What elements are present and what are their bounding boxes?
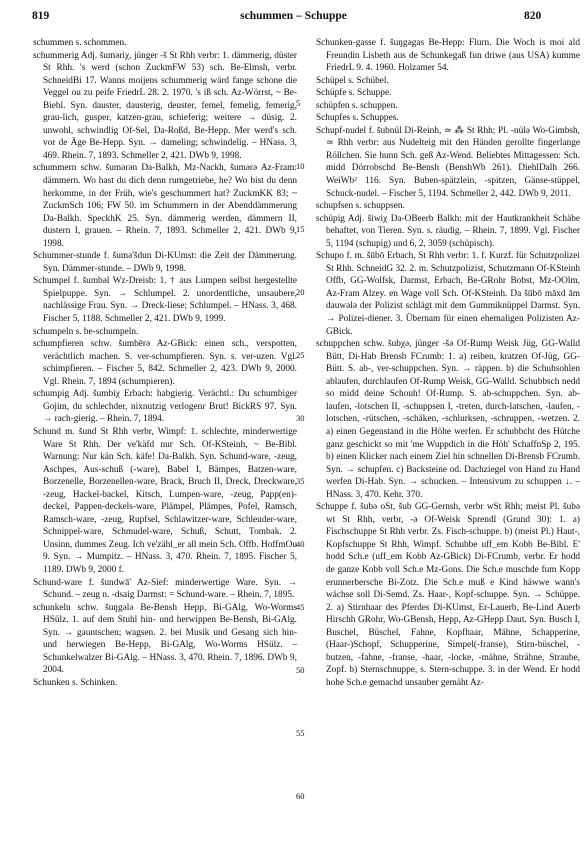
line-number: 60 xyxy=(296,791,305,801)
line-number: 30 xyxy=(296,413,305,423)
left-column xyxy=(33,37,297,845)
line-number: 50 xyxy=(296,665,305,675)
entry-schuepel: Schüpel s. Schübel. xyxy=(316,75,389,86)
line-number: 40 xyxy=(296,539,305,549)
line-number: 25 xyxy=(296,350,305,360)
entry-schund-ware: Schund-ware f. šundwā' Az-Sief: minderwertige Ware. Syn. → Schund. – zeug n. -dsaig Darmst: = Schund-ware. – Rhein. 7, 1895. xyxy=(33,577,297,601)
page-number-right: 820 xyxy=(524,10,542,22)
right-column xyxy=(316,37,580,845)
entry-schund: Schund m. šund St Rhh verbr, Wimpf: 1. schlechte, minderwertige Ware St Rhh. Der ve'käfd nur Sch. Of-KSteinh, ~ Be-Bibl. Warnung: Nur kän Sch. käfe! Da-Balkh. Syn. Schund-ware, -zeug, Aschpes, Aus-schuß (-ware), Babel I, Bämpes, Batzen-ware, Borzenelle, Borzenellen-ware, Brack, Bruch II, Dreck, Dreckware, -zeug, Hackel-backel, Kitsch, Lumpen-ware, -zeug, Papp(en)-deckel, Pappen-deckels-ware, Plämpel, Plämpes, Pofel, Ramsch, Ramsch-ware, -zeug, Rupfsel, Schlawitzer-ware, Schleuder-ware, Schnippel-ware, Schmudel-ware, Schuß, Schutt, Tombak. 2. Unsinn, dummes Zeug. Ich ve'zähl_er all mein Sch. Offb. HoffmOu 9. Syn. → Mumpitz. – HNass. 3, 470. Rhein. 7, 1895. Fischer 5, 1189. DWb 9, 2000 f. xyxy=(33,426,297,575)
entry-schupfes: Schupfes s. Schuppes. xyxy=(316,113,399,124)
entry-schummer-stunde: Schummer-stunde f. šumǝ'šdun Di-KUmst: die Zeit der Dämmerung. Syn. Dämmer-stunde. – DWb 9, 1998. xyxy=(33,251,297,274)
running-head: schummen – Schuppe xyxy=(240,10,347,22)
entry-schumpfieren: schumpfieren schw. šumbērǝ Az-GBick: einen sch., verspotten, verächtlich machen. S. ver-schumpfieren. Syn. s. ver-uzen. Vgl. schimpfieren. – Fischer 5, 842. Schmeller 2, 423. DWb 9, 2000. Vgl. Rhein. 7, 1894 (schumpieren). xyxy=(33,339,297,387)
entry-schunken: Schunken s. Schinken. xyxy=(33,677,118,688)
entry-schummen: schummen s. schommen. xyxy=(33,38,127,48)
entry-schummern: schummern schw. šumǝrǝn Da-Balkh, Mz-Nackh, šumǝrǝ Az-Fram: dämmern. Wo hast du dich denn rumgetriebe, he? Wo bist du denn herkomme, in der Früh, wie's geschummert hat? ZuckmKK 83; ~ ZuckmSch 106; FW 50. im Schummern in der Abenddämmerung Da-Balkh. SpeckhK 25. Syn. dämmerig werden, dämmern II, dustern I, grauen. – Rhein. 7, 1893. Schmeller 2, 421. DWb 9, 1998. xyxy=(33,163,297,249)
line-number: 35 xyxy=(296,476,305,486)
line-number: 20 xyxy=(296,287,305,297)
entry-schuepfen: schüpfen s. schuppen. xyxy=(316,100,398,111)
entry-schupfsen: schupfsen s. schuppsen. xyxy=(316,201,405,212)
line-number: 10 xyxy=(296,161,305,171)
line-number: 55 xyxy=(296,728,305,738)
entry-schumpel: Schumpel f. šumbǝl Wz-Dreisb: 1. † aus Lumpen selbst hergestellte Spielpuppe. Syn. → Schlumpel. 2. unordentliche, unsaubere, nachlässige Frau. Syn. → Dreck-liese; Schlumpel. – HNass. 3, 468. Fischer 5, 1188. Schmeller 2, 421. DWb 9, 1999. xyxy=(33,276,297,325)
entry-schuppchen: schuppchen schw. šubχǝ, jünger -šǝ Of-Rump Weisk Jüg, GG-Walld Bütt, Di-Hab Brensb FCrumb: 1. a) reiben, kratzen Of-Jüg, GG-Bütt. S. ab-, ver-schuppchen. Syn. → räppen. b) die Schuhsohlen ablaufen, durchlaufen Of-Rump Weisk, GG-Walld. Schubbsch nedd so midd deine Schouh! Of-Rump. S. ab-schuppchen. Syn. ab-laufen, -lotschen II, -schuppsen I, -treten, durch-latschen, -laufen, -lotschen, -rütschen, -schäken, -schlurksen, -schruppen, -wetzen. 2. a) einen Gegenstand in die Höhe werfen. Er schubbcht des Hütche ganz geschickt so mit 'me Wuppdich in die Höh' SchaffnSp 2, 195. b) einen Klicker nach einem Ziel hin schnellen Di-Brensb FCrumb. Syn. → schupfen. c) Backsteine od. Dachziegel von Hand zu Hand werfen Di-Hab. Syn. → schucken. – Intensivum zu schuppen ↓. – HNass. 3, 470. Kehr. 370. xyxy=(316,339,580,500)
entry-schumpeln: schumpeln s. be-schumpeln. xyxy=(33,326,139,337)
entry-schunkeln: schunkeln schw. šuŋgǝlǝ Be-Bensh Hepp, Bi-GAlg, Wo-Worms HSülz. 1. auf dem Stuhl hin- und herwippen Be-Bensh, Bi-GAlg. Syn. → gauntschen; wagsen. 2. bei Musik und Gesang sich hin- und herwiegen Be-Hepp, Bi-GAlg, Wo-Worms HSülz. – Schunkelwalzer Bi-GAlg. – HNass. 3, 470. Rhein. 7, 1896. DWb 9, 2004. xyxy=(33,602,297,676)
entry-schupf-nudel: Schupf-nudel f. šubnül Di-Reinh, ≃ ⁂ St Rhh; Pl. -nülǝ Wo-Gimbsh, ≃ Rhh verbr: aus Nudelteig mit den Händen gerollte fingerlange Röllchen. Sie hunn Sch. geß Az-Wend. Beliebtes Mittagessen: Sch. midd Dörrobschd Be-Bensh (BenshWb 261). DiehlDalh 266. WeiWb² 116. Syn. Buben-spätzlein, -spitzen, Gänse-stüppel, Schuck-nudel. – Fischer 5, 1194. Schmeller 2, 442. DWb 9, 2011. xyxy=(316,125,580,199)
entry-schumpig: schumpig Adj. šumbiχ Erbach: habgierig. Verächtl.: Du schumbiger Gojim, du schlechder, nixnutzig verlogenr Brut! BickRS 97. Syn. → rach-gierig. – Rhein. 7, 1894. xyxy=(33,389,297,425)
entry-schuepig: schüpig Adj. šiwiχ Da-OBeerb Balkh: mit der Hautkrankheit Schäbe behaftet, von Tieren. Syn. s. räudig. – Rhein. 7, 1899. Vgl. Fischer 5, 1194 (schupig) und 6, 2, 3059 (schüpisch). xyxy=(316,213,580,249)
line-number: 5 xyxy=(296,98,301,108)
line-number: 45 xyxy=(296,602,305,612)
entry-schummerig: schummerig Adj. šumǝriχ, jünger -š St Rhh verbr: 1. dämmerig, düster St Rhh. 's werd (schon ZuckmFW 53) sch. Be-Elmsh, verbr. SchneidBi 17. Wanns moijens schummerig wärd fange schone die Veggel ou zu peife FriedrL 28. 2. 1970. 's iß sch. Az-Wörrst, ~ Be-Biebl. Syn. dauster, dausterig, deuster, femel, femelig, femerig, grau-lich, gusper, katzen-grau, schieferig; weitere → düsig. 2. unwohl, schwindlig Of-Sel, Da-Roßd, Be-Hepp. Mer werd's sch. vor de Äge Be-Hepp. Syn. → dameling; schwindelig. – HNass. 3, 469. Rhein. 7, 1893. Schmeller 2, 421. DWb 9, 1998. xyxy=(33,50,297,161)
entry-schuepfe: Schüpfe s. Schuppe. xyxy=(316,88,392,99)
line-number: 15 xyxy=(296,224,305,234)
entry-schunken-gasse: Schunken-gasse f. šuŋgǝgas Be-Hepp: Flurn. Die Woch is moi ald Freundin Lisbeth aus de Schunkegaß fun driwe (aus USA) kumme FriedrL 9. 4. 1960. Holzamer 54. xyxy=(316,38,580,74)
entry-schupo: Schupo f. m. šūbō Erbach, St Rhh verbr: 1. f. Kurzf. für Schutzpolizei St Rhh. SchneidG 32. 2. m. Schutzpolizist, Schutzmann Of-KSteinh Offb, GG-Wolfsk, Darmst, Erbach, Be-GRohr Bobst, Mz-OOlm, Az-Fram Alzey. en Wage voll Sch. Of-KSteinh. Da šūbō māxd ām dauwǝlǝ der Polizist schlägt mit dem Gummiknüppel Darmst. Syn. → Polizei-diener. 3. Übernam für einen ehemaligen Polizisten Az-GBick. xyxy=(316,251,580,337)
entry-schuppe: Schuppe f. šubǝ oSt, šub GG-Gernsh, verbr wSt Rhh; meist Pl. šubǝ wt St Rhh, verbr, -ǝ Of-Weisk Sprendl (Grund 30): 1. a) Fischschuppe St Rhh verbr. Zs. Fisch-schuppe. b) (meist Pl.) Haut-, Kopfschuppe St Rhh, Wimpf. Schubbe uff_em Kobb Be-Bibl. E' hodd Sch.e (uff_em Kobb Az-GBick) Di-FCrumb, verbr. Er hodd de ganze Kobb voll Sch.e Mz-Gons. Die Sch.e muschde fum Kopp erunnerbersche Bi-Zotz. Die Sch.e muß e Kind häwwe wann's wächse soll Di-Semd. Zs. Haar-, Kopf-schuppe. Syn. → Schüppe. 2. a) Stirnhaar des Pferdes Di-KUmst, Er-Lauerb, Be-Lind Auerb Hirschh GRohr, Wo-GBensh, Hepp, Az-GHepp Daut. Syn. Busch I, Buschel, Büschel, Fahne, Kopfhaar, Mähne, Schapperine, (Haar-)Schopf, Schupperine, Simpel(-franse), Stirn-büschel, -butzen, -fahne, -franse, -haar, -locke, -mähne, Strähne, Straube, Zopf. b) Sternschnuppe, s. Stern-schuppe. 3. in der Wend. Er hodd hohe Sch.e gemachd unsauber gemäht Az- xyxy=(316,502,580,688)
page-number-left: 819 xyxy=(32,10,50,22)
